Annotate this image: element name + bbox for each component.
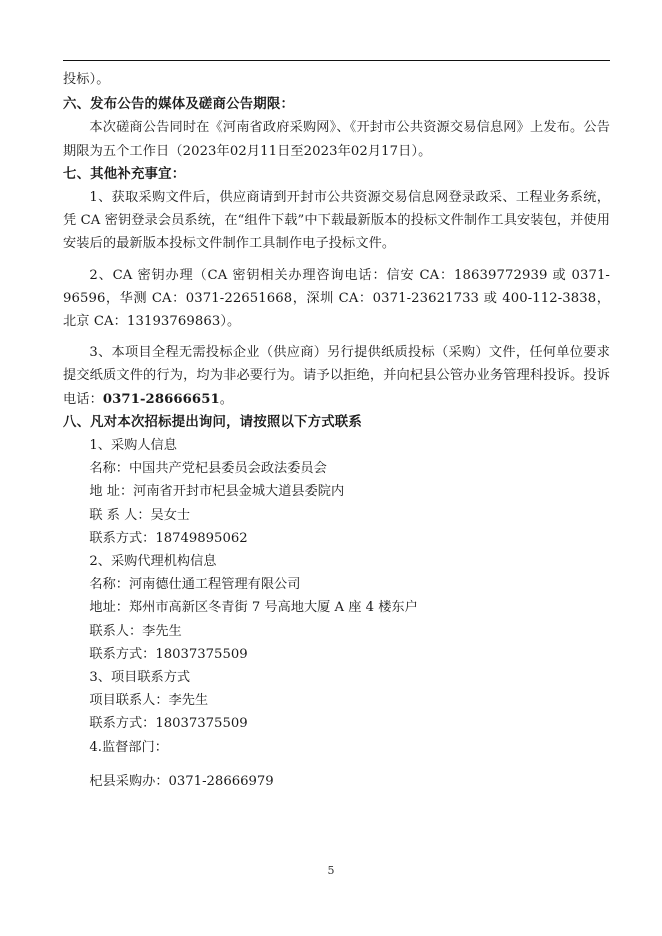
list-item: 联系方式：18037375509 — [89, 716, 248, 732]
list-item: 联 系 人：吴女士 — [89, 507, 191, 523]
list-item: 名称：河南德仕通工程管理有限公司 — [89, 577, 301, 593]
section-seven-heading: 七、其他补充事宜： — [63, 165, 186, 182]
list-item: 4.监督部门： — [89, 739, 168, 755]
section-eight-heading: 八、凡对本次招标提出询问，请按照以下方式联系 — [63, 413, 362, 430]
section-six-heading: 六、发布公告的媒体及磋商公告期限： — [63, 96, 295, 113]
spacer — [63, 759, 610, 770]
item-three-text-end: 。 — [219, 391, 234, 407]
document-body — [63, 68, 610, 793]
section-seven-item-1: 1、获取采购文件后，供应商请到开封市公共资源交易信息网登录政采、工程业务系统，凭 CA 密钥登录会员系统，在“组件下载”中下载最新版本的投标文件制作工具安装包，并使用安装后的最新版本投标文件制作工具制作电子投标文件。 — [63, 190, 611, 252]
list-item: 联系方式：18037375509 — [89, 646, 248, 662]
page-number: 5 — [327, 864, 335, 877]
section-seven-item-2: 2、CA 密钥办理（CA 密钥相关办理咨询电话：信安 CA：18639772939 或 0371-96596，华测 CA：0371-22651668，深圳 CA：0371-23621733 或 400-112-3838，北京 CA：13193769863）。 — [63, 267, 610, 330]
spacer — [63, 333, 610, 341]
list-item: 联系人：李先生 — [89, 623, 182, 639]
item-three-text: 3、本项目全程无需投标企业（供应商）另行提供纸质投标（采购）文件，任何单位要求提交纸质文件的行为，均为非必要行为。请予以拒绝，并向杞县公管办业务管理科投诉。投诉电话： — [63, 345, 610, 407]
list-item: 地 址：河南省开封市杞县金城大道县委院内 — [89, 484, 345, 500]
section-seven-item-3 — [63, 341, 610, 411]
complaint-phone: 0371-28666651 — [102, 391, 220, 407]
spacer — [63, 256, 610, 264]
list-item: 项目联系人：李先生 — [89, 693, 209, 709]
list-item: 3、项目联系方式 — [89, 670, 191, 686]
supervision-contact: 杞县采购办：0371-28666979 — [89, 773, 274, 789]
list-item: 联系方式：18749895062 — [89, 530, 248, 546]
list-item: 1、采购人信息 — [89, 438, 177, 454]
list-item: 名称：中国共产党杞县委员会政法委员会 — [89, 461, 327, 477]
list-item: 2、采购代理机构信息 — [89, 554, 217, 570]
header-rule — [63, 60, 610, 61]
section-six-paragraph: 本次磋商公告同时在《河南省政府采购网》、《开封市公共资源交易信息网》上发布。公告期限为五个工作日（2023年02月11日至2023年02月17日）。 — [63, 120, 610, 159]
list-item: 地址：郑州市高新区冬青街 7 号高地大厦 A 座 4 楼东户 — [89, 600, 418, 616]
continuation-line: 投标）。 — [63, 72, 110, 87]
